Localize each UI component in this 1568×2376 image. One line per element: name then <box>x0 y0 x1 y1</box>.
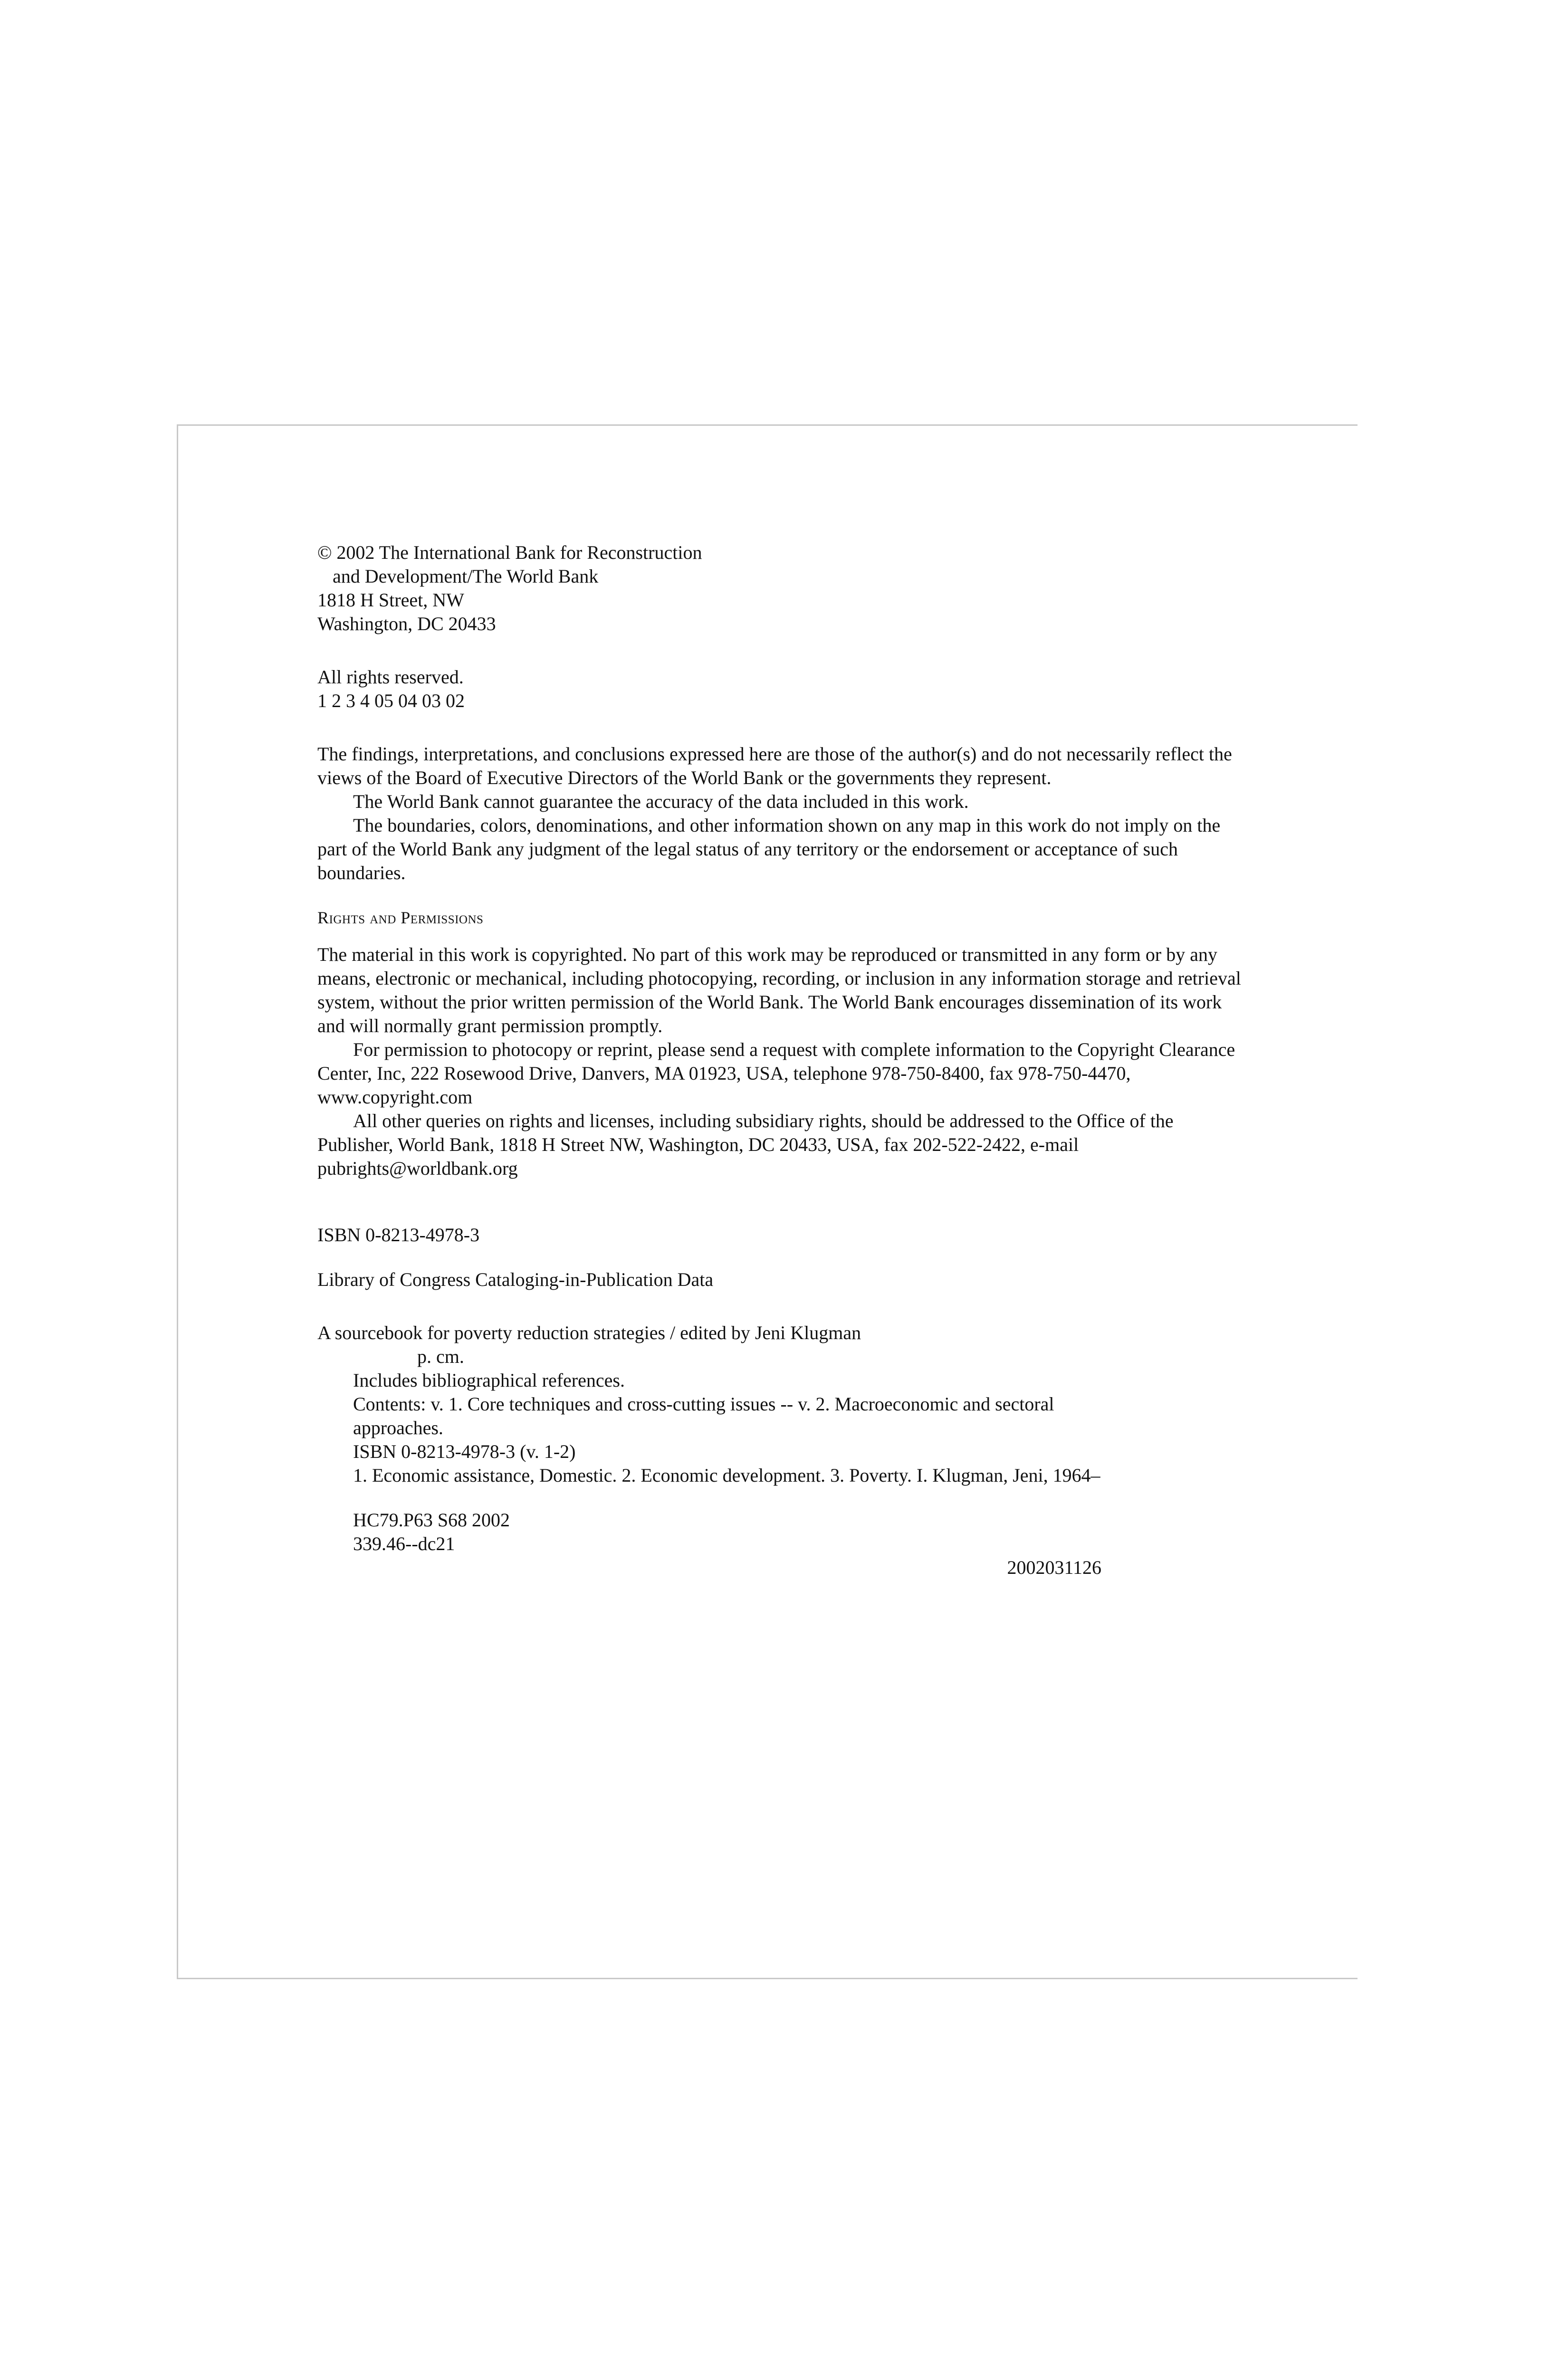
rights-permissions-block <box>317 906 1249 1180</box>
rights-reserved-block <box>317 665 1249 713</box>
printing-line: 1 2 3 4 05 04 03 02 <box>317 690 465 711</box>
cip-physical-description: p. cm. <box>417 1346 464 1367</box>
copyright-block <box>317 541 1249 636</box>
cip-lc-class: HC79.P63 S68 2002 <box>353 1509 510 1531</box>
isbn-line: ISBN 0-8213-4978-3 <box>317 1224 480 1245</box>
copyright-page-content <box>317 541 1249 1580</box>
cip-lccn: 2002031126 <box>1007 1557 1101 1578</box>
disclaimer-paragraph: The findings, interpretations, and conclusions expressed here are those of the author(s) and do not necessarily reflect the views of the Board of Executive Directors of the World Bank or the governments they represent. <box>317 743 1232 788</box>
cip-isbn: ISBN 0-8213-4978-3 (v. 1-2) <box>353 1441 576 1462</box>
cip-contents: Contents: v. 1. Core techniques and cross-cutting issues -- v. 2. Macroeconomic and sectoral approaches. <box>353 1393 1054 1438</box>
rights-paragraph: All other queries on rights and licenses, including subsidiary rights, should be addressed to the Office of the Publisher, World Bank, 1818 H Street NW, Washington, DC 20433, USA, fax 202-522-2422, e-mail pubrights@worldbank.org <box>317 1110 1174 1179</box>
disclaimer-paragraph: The World Bank cannot guarantee the accuracy of the data included in this work. <box>353 791 969 812</box>
cip-subjects: 1. Economic assistance, Domestic. 2. Economic development. 3. Poverty. I. Klugman, Jeni, 1964– <box>353 1465 1100 1486</box>
rights-permissions-heading: Rights and Permissions <box>317 908 484 927</box>
disclaimer-paragraph: The boundaries, colors, denominations, and other information shown on any map in this work do not imply on the part of the World Bank any judgment of the legal status of any territory or the endorsement or acceptance of such boundaries. <box>317 814 1221 883</box>
address-city: Washington, DC 20433 <box>317 613 496 634</box>
rights-paragraph: For permission to photocopy or reprint, please send a request with complete information to the Copyright Clearance Center, Inc, 222 Rosewood Drive, Danvers, MA 01923, USA, telephone 978-750-8400, fax 978-750-4470, www.copyright.com <box>317 1039 1235 1108</box>
address-street: 1818 H Street, NW <box>317 589 464 611</box>
copyright-line: © 2002 The International Bank for Reconstruction <box>317 542 702 563</box>
cip-dewey: 339.46--dc21 <box>353 1533 455 1554</box>
cip-heading: Library of Congress Cataloging-in-Publication Data <box>317 1269 714 1290</box>
rights-reserved-text: All rights reserved. <box>317 666 464 688</box>
disclaimer-block <box>317 742 1249 885</box>
cip-data-block <box>317 1321 1101 1580</box>
cip-title: A sourcebook for poverty reduction strategies / edited by Jeni Klugman <box>317 1322 861 1343</box>
rights-paragraph: The material in this work is copyrighted. No part of this work may be reproduced or transmitted in any form or by any means, electronic or mechanical, including photocopying, recording, or inclusion in any information storage and retrieval system, without the prior written permission of the World Bank. The World Bank encourages dissemination of its work and will normally grant permission promptly. <box>317 944 1241 1036</box>
cip-note: Includes bibliographical references. <box>353 1370 625 1391</box>
copyright-line: and Development/The World Bank <box>333 565 599 587</box>
